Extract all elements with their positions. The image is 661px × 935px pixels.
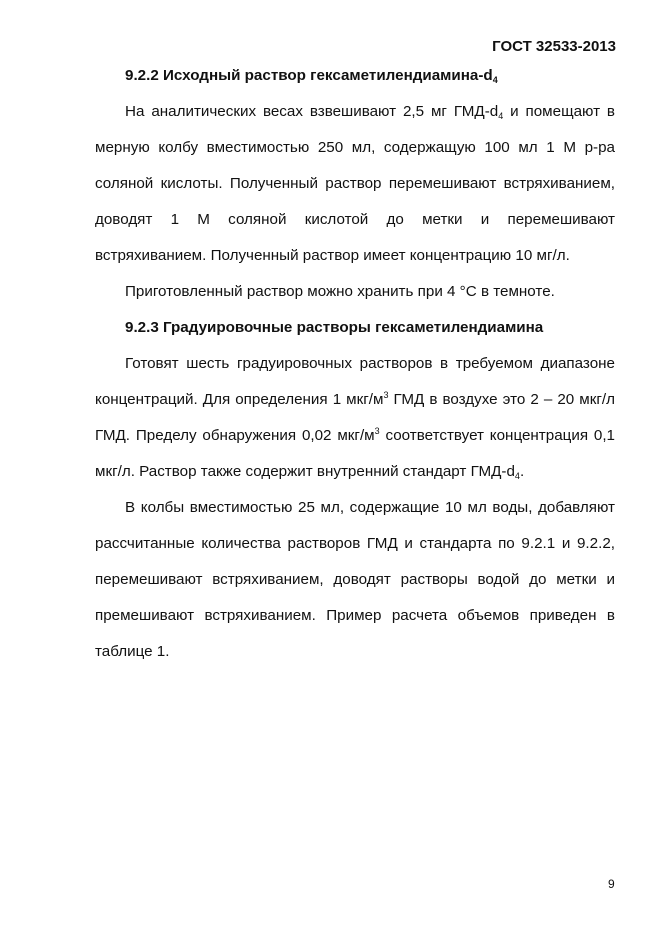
- paragraph-text: и помещают в мерную колбу вместимостью 250 мл, содержащую 100 мл 1 М р-ра соляной кислоты. Полученный раствор перемешивают встряхиванием, доводят 1 М соляной кислотой до метки и перемешивают встряхиванием. Полученный раствор имеет концентрацию 10 мг/л.: [95, 103, 615, 264]
- superscript: 3: [383, 390, 389, 400]
- paragraph-text: ГМД в воздухе это 2 – 20 мкг/л ГМД. Пределу обнаружения 0,02 мкг/м: [95, 391, 615, 444]
- subscript: 4: [514, 471, 520, 481]
- paragraph-text: .: [519, 463, 525, 480]
- paragraph-text: соответствует концентрация 0,1 мкг/л. Раствор также содержит внутренний стандарт ГМД-d: [95, 427, 615, 480]
- paragraph-text: На аналитических весах взвешивают 2,5 мг ГМД-d: [125, 103, 499, 120]
- subscript: 4: [492, 75, 498, 85]
- superscript: 3: [374, 426, 380, 436]
- paragraph: Приготовленный раствор можно хранить при 4 °С в темноте.: [125, 283, 555, 300]
- paragraph: В колбы вместимостью 25 мл, содержащие 10 мл воды, добавляют рассчитанные количества растворов ГМД и стандарта по 9.2.1 и 9.2.2, перемешивают встряхиванием, доводят растворы водой до метки и премешивают встряхиванием. Пример расчета объемов приведен в таблице 1.: [95, 499, 615, 660]
- document-standard-header: ГОСТ 32533-2013: [492, 38, 616, 55]
- section-heading-9-2-3: 9.2.3 Градуировочные растворы гексаметилендиамина: [125, 319, 544, 336]
- document-body: [95, 58, 615, 670]
- paragraph: [95, 94, 615, 274]
- page-number: 9: [608, 877, 615, 891]
- subscript: 4: [498, 111, 504, 121]
- section-heading-9-2-2: [95, 58, 615, 94]
- section-heading-text: 9.2.2 Исходный раствор гексаметилендиамина-d: [125, 67, 493, 84]
- paragraph-text: Готовят шесть градуировочных растворов в требуемом диапазоне концентраций. Для определения 1 мкг/м: [95, 355, 615, 408]
- paragraph: [95, 346, 615, 490]
